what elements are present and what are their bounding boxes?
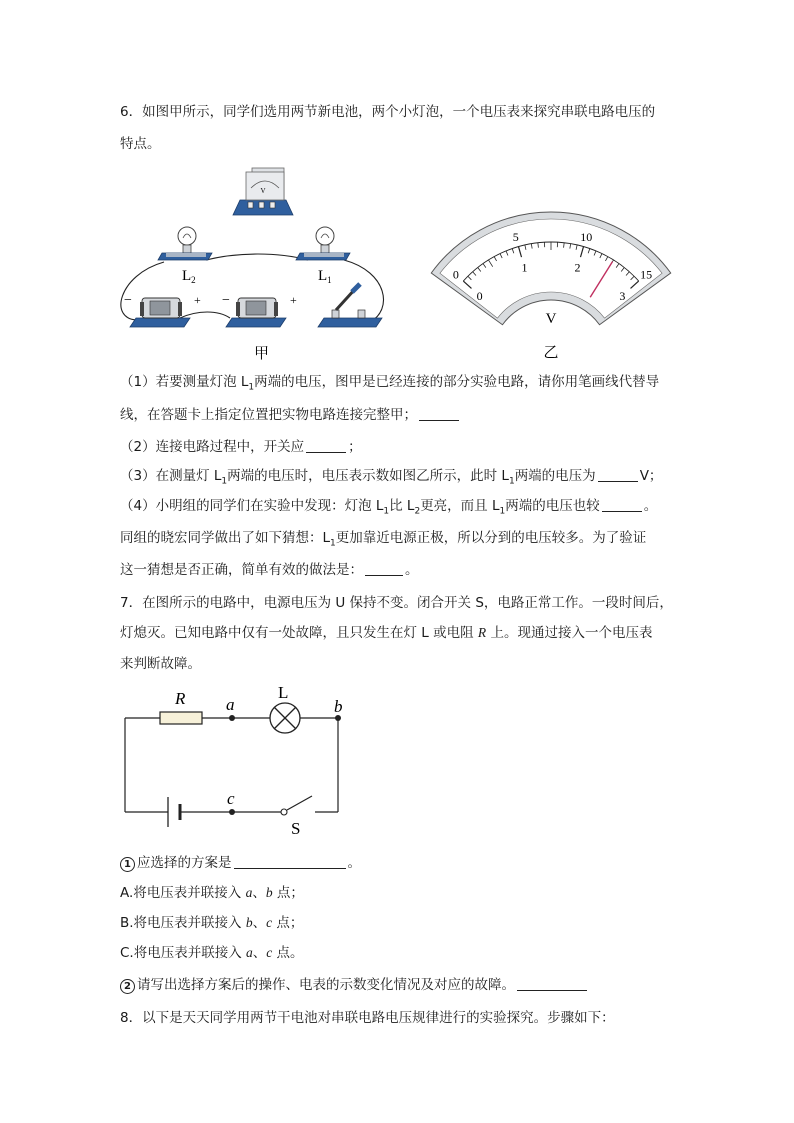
outer-tick-label: 10 — [580, 229, 593, 244]
q6-intro-line1: 6．如图甲所示，同学们选用两节新电池，两个小灯泡，一个电压表来探究串联电路电压的 — [120, 104, 656, 120]
outer-tick-label: 15 — [640, 267, 653, 282]
dial-unit: V — [545, 311, 557, 327]
resistor-r — [160, 712, 202, 724]
q6-intro-line2: 特点。 — [120, 136, 161, 152]
answer-blank[interactable] — [306, 438, 346, 453]
label-b: b — [334, 697, 343, 716]
q7-line3: 来判断故障。 — [120, 656, 201, 672]
answer-blank[interactable] — [598, 467, 638, 482]
lamp-l1-label: $L_1$ — [318, 268, 332, 285]
lamp-l2 — [158, 227, 212, 260]
voltmeter-device — [233, 168, 293, 215]
battery-2-minus: − — [222, 293, 230, 308]
q6-sub4-line2: 同组的晓宏同学做出了如下猜想：$L_1$更加靠近电源正极，所以分到的电压较多。为了验证 — [120, 530, 647, 549]
figure-jia-caption: 甲 — [254, 346, 270, 362]
dial-tick — [538, 243, 539, 248]
outer-tick-label: 5 — [512, 229, 519, 244]
q7-line2: 灯熄灭。已知电路中仅有一处故障，且只发生在灯 L 或电阻 R 上。现通过接入一个电压表 — [120, 625, 653, 641]
label-s: S — [291, 819, 301, 838]
q6-sub2: （2）连接电路过程中，开关应 ； — [120, 439, 362, 455]
voltmeter-letter: V — [260, 187, 266, 195]
label-a: a — [226, 695, 235, 714]
dial-tick — [564, 243, 565, 248]
battery-1 — [130, 298, 190, 327]
switch-contact — [281, 809, 287, 815]
q6-sub4-line1: （4）小明组的同学们在实验中发现：灯泡 $L_1$比 $L_2$更亮，而且 $L_1$两端的电压也较 。 — [120, 498, 658, 517]
q7-option-c: C.将电压表并联接入 a、c 点。 — [120, 945, 304, 961]
q7-item1: 1 应选择的方案是 。 — [120, 853, 361, 873]
label-c: c — [227, 789, 235, 808]
figure-yi-caption: 乙 — [543, 345, 559, 361]
lamp-l2-label: $L_2$ — [182, 268, 196, 285]
battery-2-plus: + — [290, 293, 297, 307]
lamp-l1 — [296, 227, 350, 260]
q7-option-b: B.将电压表并联接入 b、c 点； — [120, 915, 304, 931]
q7-option-a: A.将电压表并联接入 a、b 点； — [120, 885, 304, 901]
circled-number-1: 1 — [120, 857, 135, 872]
battery-1-plus: + — [194, 293, 201, 307]
inner-tick-label: 0 — [476, 288, 483, 303]
circled-number-2: 2 — [120, 979, 135, 994]
figure-yi — [445, 210, 665, 360]
answer-blank[interactable] — [365, 561, 403, 576]
q6-sub1-line1: （1）若要测量灯泡 $L_1$两端的电压，图甲是已经连接的部分实验电路，请你用笔画线代替导 — [120, 374, 660, 393]
q7-circuit-diagram — [118, 682, 358, 842]
label-l: L — [278, 683, 289, 702]
knife-switch — [318, 284, 382, 327]
bulb-l — [270, 703, 300, 733]
q6-sub3: （3）在测量灯 $L_1$两端的电压时，电压表示数如图乙所示，此时 $L_1$两端的电压为 V； — [120, 468, 663, 487]
answer-blank[interactable] — [602, 497, 642, 512]
inner-tick-label: 1 — [521, 260, 528, 275]
q7-line1: 7．在图所示的电路中，电源电压为 U 保持不变。闭合开关 S，电路正常工作。一段时间后， — [120, 595, 673, 611]
q8-line1: 8．以下是天天同学用两节干电池对串联电路电压规律进行的实验探究。步骤如下： — [120, 1010, 615, 1026]
q7-item2: 2 请写出选择方案后的操作、电表的示数变化情况及对应的故障。 — [120, 975, 589, 995]
label-r: R — [175, 689, 186, 708]
outer-tick-label: 0 — [452, 267, 459, 282]
q6-sub1-line2: 线，在答题卡上指定位置把实物电路连接完整甲； — [120, 405, 461, 425]
answer-blank[interactable] — [517, 976, 587, 991]
node-c — [229, 809, 235, 815]
answer-blank[interactable] — [234, 854, 346, 869]
inner-tick-label: 3 — [619, 288, 626, 303]
battery-symbol — [168, 797, 180, 827]
node-a — [229, 715, 235, 721]
inner-tick-label: 2 — [574, 260, 581, 275]
answer-blank[interactable] — [419, 406, 459, 421]
q6-sub4-line3: 这一猜想是否正确，简单有效的做法是： 。 — [120, 562, 419, 578]
figure-jia — [118, 160, 398, 360]
battery-2 — [226, 298, 286, 327]
battery-1-minus: − — [124, 293, 132, 308]
